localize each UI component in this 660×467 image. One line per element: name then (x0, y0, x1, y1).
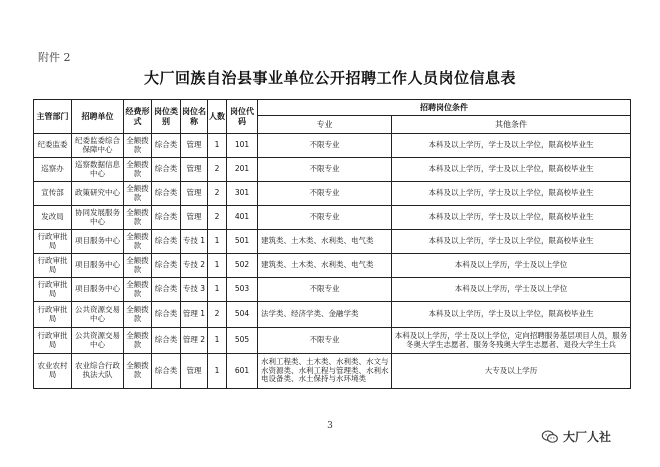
cell-funding: 全额拨款 (124, 354, 152, 389)
cell-category: 综合类 (152, 328, 181, 354)
cell-dept: 发改局 (34, 206, 72, 230)
cell-count: 2 (208, 158, 227, 182)
cell-category: 综合类 (152, 354, 181, 389)
cell-category: 综合类 (152, 230, 181, 254)
table-row (34, 134, 631, 158)
cell-other: 本科及以上学历，学士及以上学位 (392, 254, 631, 278)
cell-count: 1 (208, 134, 227, 158)
cell-category: 综合类 (152, 302, 181, 328)
cell-count: 1 (208, 354, 227, 389)
header-funding: 经费形式 (124, 100, 152, 134)
cell-unit: 协同发展服务中心 (72, 206, 124, 230)
cell-funding: 全额拨款 (124, 302, 152, 328)
cell-category: 综合类 (152, 278, 181, 302)
cell-dept: 农业农村局 (34, 354, 72, 389)
cell-dept: 行政审批局 (34, 328, 72, 354)
cell-code: 503 (227, 278, 258, 302)
cell-position: 管理 (181, 134, 208, 158)
cell-unit: 公共资源交易中心 (72, 302, 124, 328)
cell-count: 1 (208, 230, 227, 254)
cell-funding: 全额拨款 (124, 206, 152, 230)
cell-funding: 全额拨款 (124, 328, 152, 354)
cell-code: 501 (227, 230, 258, 254)
table-row (34, 328, 631, 354)
cell-unit: 项目服务中心 (72, 230, 124, 254)
cell-code: 101 (227, 134, 258, 158)
cell-major: 不限专业 (258, 182, 392, 206)
cell-position: 管理 (181, 206, 208, 230)
cell-unit: 农业综合行政执法大队 (72, 354, 124, 389)
cell-major: 不限专业 (258, 206, 392, 230)
table-row (34, 230, 631, 254)
cell-major: 水利工程类、土木类、水利类、水文与水资源类、水利工程与管理类、水利水电设备类、水土保持与水环境类 (258, 354, 392, 389)
cell-major: 建筑类、土木类、水利类、电气类 (258, 254, 392, 278)
cell-dept: 行政审批局 (34, 302, 72, 328)
cell-unit: 公共资源交易中心 (72, 328, 124, 354)
cell-dept: 巡察办 (34, 158, 72, 182)
header-major: 专业 (258, 116, 392, 134)
cell-unit: 巡察数据信息中心 (72, 158, 124, 182)
table-row (34, 354, 631, 389)
cell-category: 综合类 (152, 182, 181, 206)
cell-funding: 全额拨款 (124, 254, 152, 278)
cell-major: 不限专业 (258, 328, 392, 354)
cell-position: 管理 (181, 354, 208, 389)
cell-position: 管理 (181, 182, 208, 206)
cell-code: 502 (227, 254, 258, 278)
table-row (34, 254, 631, 278)
cell-other: 本科及以上学历，学士及以上学位，限高校毕业生 (392, 206, 631, 230)
attachment-label: 附件 2 (38, 51, 71, 64)
header-count: 人数 (208, 100, 227, 134)
cell-position: 管理 2 (181, 328, 208, 354)
cell-other: 本科及以上学历，学士及以上学位，限高校毕业生 (392, 302, 631, 328)
header-row-1 (34, 100, 631, 116)
cell-other: 本科及以上学历，学士及以上学位，限高校毕业生 (392, 158, 631, 182)
cell-position: 专技 2 (181, 254, 208, 278)
cell-major: 不限专业 (258, 134, 392, 158)
header-conditions: 招聘岗位条件 (258, 100, 631, 116)
header-code: 岗位代码 (227, 100, 258, 134)
header-other: 其他条件 (392, 116, 631, 134)
cell-other: 本科及以上学历，学士及以上学位 (392, 278, 631, 302)
cell-dept: 行政审批局 (34, 230, 72, 254)
cell-funding: 全额拨款 (124, 158, 152, 182)
cell-other: 大专及以上学历 (392, 354, 631, 389)
cell-unit: 政策研究中心 (72, 182, 124, 206)
cell-count: 1 (208, 328, 227, 354)
header-dept: 主管部门 (34, 100, 72, 134)
cell-category: 综合类 (152, 206, 181, 230)
cell-code: 401 (227, 206, 258, 230)
table-row (34, 206, 631, 230)
cell-code: 301 (227, 182, 258, 206)
wechat-icon (541, 430, 559, 444)
cell-count: 2 (208, 182, 227, 206)
table-row (34, 302, 631, 328)
cell-count: 2 (208, 302, 227, 328)
header-position: 岗位名称 (181, 100, 208, 134)
page-number: 3 (327, 421, 333, 431)
cell-position: 管理 (181, 158, 208, 182)
cell-dept: 宣传部 (34, 182, 72, 206)
cell-funding: 全额拨款 (124, 278, 152, 302)
cell-code: 201 (227, 158, 258, 182)
cell-major: 法学类、经济学类、金融学类 (258, 302, 392, 328)
cell-count: 1 (208, 278, 227, 302)
cell-funding: 全额拨款 (124, 182, 152, 206)
cell-count: 2 (208, 206, 227, 230)
header-category: 岗位类别 (152, 100, 181, 134)
cell-other: 本科及以上学历，学士及以上学位，定向招聘服务基层项目人员，服务冬奥大学生志愿者、服务冬残奥大学生志愿者、退役大学生士兵 (392, 328, 631, 354)
cell-unit: 纪委监委综合保障中心 (72, 134, 124, 158)
cell-other: 本科及以上学历，学士及以上学位，限高校毕业生 (392, 230, 631, 254)
cell-position: 管理 1 (181, 302, 208, 328)
cell-category: 综合类 (152, 134, 181, 158)
cell-category: 综合类 (152, 254, 181, 278)
table-row (34, 158, 631, 182)
table-body (34, 134, 631, 389)
cell-code: 504 (227, 302, 258, 328)
cell-other: 本科及以上学历，学士及以上学位，限高校毕业生 (392, 182, 631, 206)
table-row (34, 278, 631, 302)
cell-dept: 纪委监委 (34, 134, 72, 158)
cell-major: 不限专业 (258, 278, 392, 302)
cell-major: 不限专业 (258, 158, 392, 182)
cell-count: 1 (208, 254, 227, 278)
wechat-watermark (541, 428, 611, 445)
cell-unit: 项目服务中心 (72, 278, 124, 302)
cell-position: 专技 3 (181, 278, 208, 302)
position-info-table (33, 99, 631, 389)
page-title: 大厂回族自治县事业单位公开招聘工作人员岗位信息表 (143, 69, 516, 87)
cell-major: 建筑类、土木类、水利类、电气类 (258, 230, 392, 254)
cell-dept: 行政审批局 (34, 254, 72, 278)
cell-funding: 全额拨款 (124, 230, 152, 254)
header-unit: 招聘单位 (72, 100, 124, 134)
cell-dept: 行政审批局 (34, 278, 72, 302)
watermark-text: 大厂人社 (563, 430, 612, 444)
table-row (34, 182, 631, 206)
cell-code: 505 (227, 328, 258, 354)
cell-other: 本科及以上学历，学士及以上学位，限高校毕业生 (392, 134, 631, 158)
cell-category: 综合类 (152, 158, 181, 182)
cell-position: 专技 1 (181, 230, 208, 254)
cell-unit: 项目服务中心 (72, 254, 124, 278)
cell-funding: 全额拨款 (124, 134, 152, 158)
cell-code: 601 (227, 354, 258, 389)
